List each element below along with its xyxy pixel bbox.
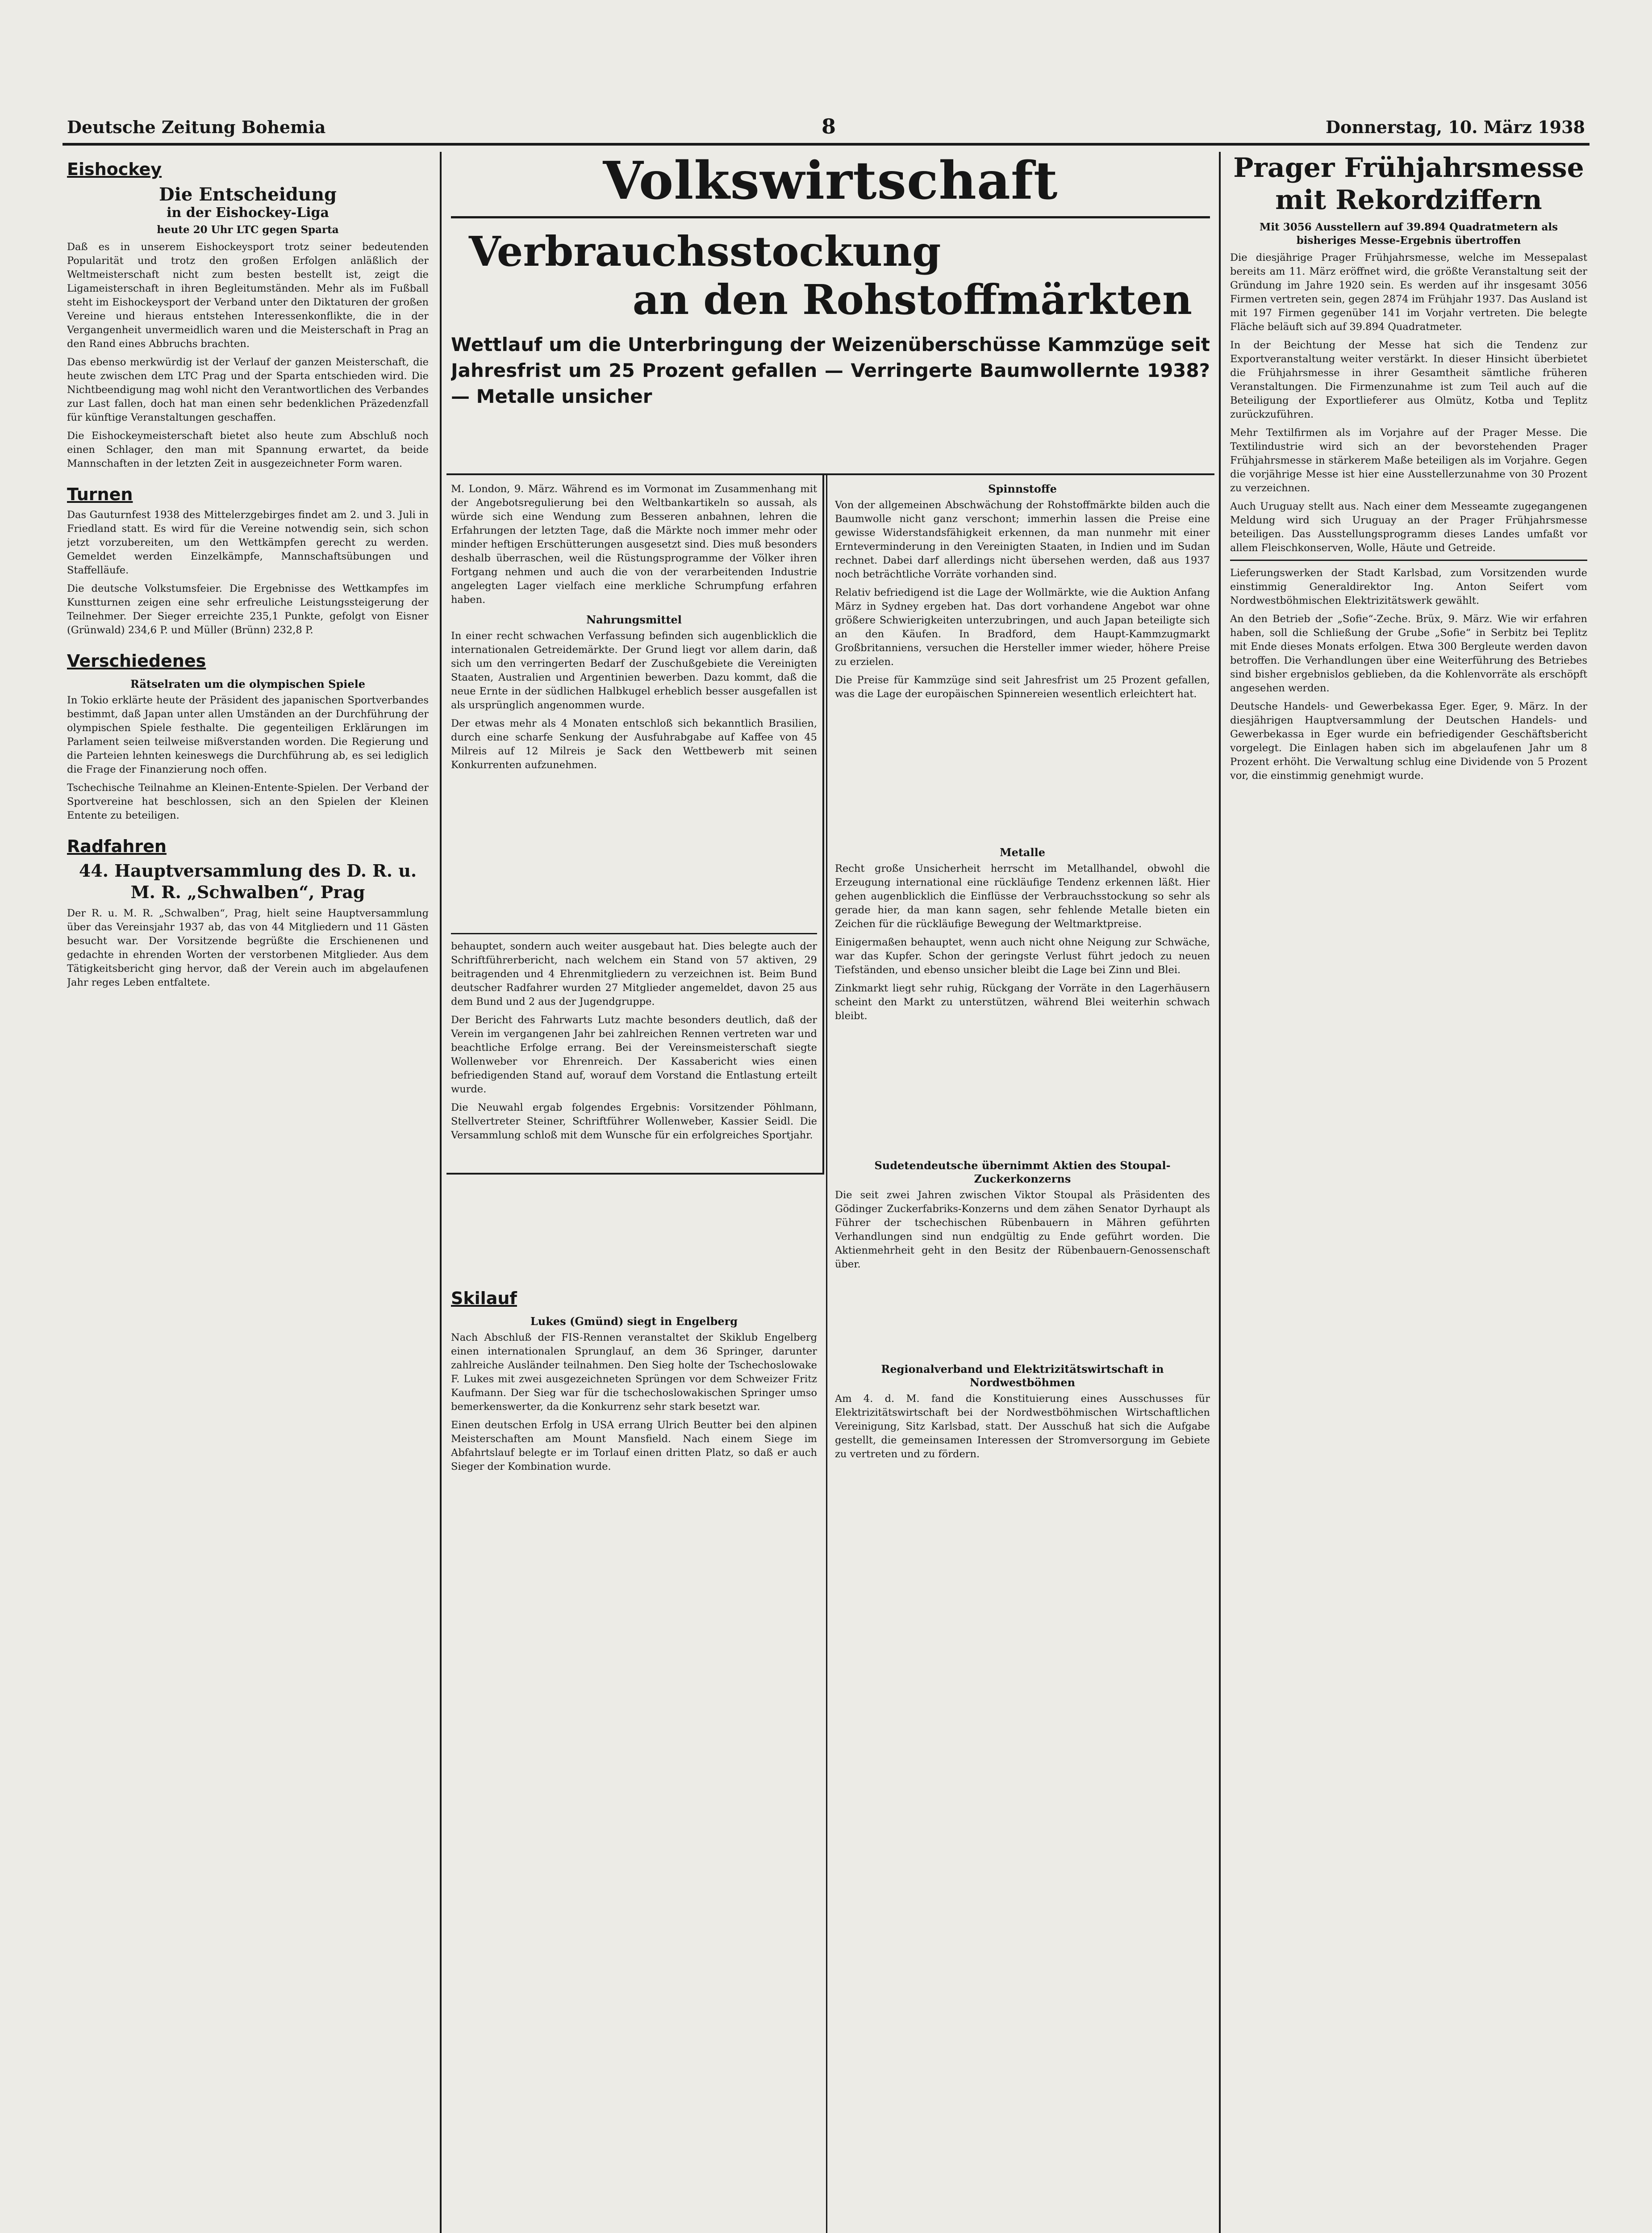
turnen-paragraph-2: Die deutsche Volkstumsfeier. Die Ergebnisse des Wettkampfes im Kunstturnen zeigen eine sehr erfreuliche Leistungssteigerung der Teilnehmer. Der Sieger erreichte 235,1 Punkte, gefolgt von Eisner (Grünwald) 234,6 P. und Müller (Brünn) 232,8 P. xyxy=(67,583,429,636)
radfahren-continuation-2: Der Bericht des Fahrwarts Lutz machte besonders deutlich, daß der Verein im vergangenen Jahr bei zahlreichen Rennen vertreten war und beachtliche Erfolge errang. Bei der Vereinsmeisterschaft siegte Wollenweber vor Ehrenreich. Der Kassabericht wies einen befriedigenden Stand auf, worauf dem Vorstand die Entlastung erteilt wurde. xyxy=(451,1014,817,1095)
eishockey-dateline: heute 20 Uhr LTC gegen Sparta xyxy=(157,224,339,236)
eishockey-subtitle: in der Eishockey-Liga xyxy=(167,205,329,221)
left-column xyxy=(67,152,429,2233)
box-bottom-rule xyxy=(451,933,817,934)
radfahren-title: 44. Hauptversammlung des D. R. u. M. R. „Schwalben“, Prag xyxy=(79,861,417,902)
radfahren-paragraph-1: Der R. u. M. R. „Schwalben“, Prag, hielt seine Hauptversammlung über das Vereinsjahr 1937 ab, das von 44 Mitgliedern und 11 Gästen besucht war. Der Vorsitzende begrüßte die Erschienenen und gedachte in ehrenden Worten der verstorbenen Mitglieder. Aus dem Tätigkeitsbericht ging hervor, daß der Verein auch im abgelaufenen Jahr reges Leben entfaltete. xyxy=(67,907,429,988)
center-left-column xyxy=(451,482,817,2233)
header-paper-name: Deutsche Zeitung Bohemia xyxy=(67,117,326,137)
section-skilauf: Skilauf xyxy=(451,1288,517,1308)
spinnstoffe-paragraph-1: Von der allgemeinen Abschwächung der Rohstoffmärkte bilden auch die Baumwolle nicht ganz verschont; immerhin lassen die Preise eine gewisse Widerstandsfähigkeit erkennen, da man nunmehr mit einer Ernteverminderung in den Vereinigten Staaten, in Indien und im Sudan rechnet. Dabei darf allerdings nicht übersehen werden, daß aus 1937 noch beträchtliche Vorräte vorhanden sind. xyxy=(835,499,1210,580)
messe-headline: Prager Frühjahrsmesse mit Rekordziffern xyxy=(1233,152,1584,216)
verschiedenes-title: Rätselraten um die olympischen Spiele xyxy=(130,677,365,690)
metalle-paragraph-2: Einigermaßen behauptet, wenn auch nicht ohne Neigung zur Schwäche, war das Kupfer. Schon der geringste Verlust führt jedoch zu neuen Tiefständen, und ebenso unsicher bleibt die Lage bei Zinn und Blei. xyxy=(835,937,1210,976)
metalle-paragraph-1: Recht große Unsicherheit herrscht im Metallhandel, obwohl die Erzeugung international eine rückläufige Tendenz erkennen läßt. Hier gehen augenblicklich die Einflüsse der Verbrauchsstockung so sehr als gerade hier, da man kann sagen, sehr fehlende Metalle bieten ein Zeichen für die rückläufige Bewegung der Weltmarktpreise. xyxy=(835,863,1210,930)
running-header xyxy=(67,114,1585,144)
column-divider-1 xyxy=(440,152,442,2233)
header-rule xyxy=(63,143,1589,146)
radfahren-continuation-3: Die Neuwahl ergab folgendes Ergebnis: Vorsitzender Pöhlmann, Stellvertreter Steiner, Schriftführer Wollenweber, Kassier Seidl. Die Versammlung schloß mit dem Wunsche für ein erfolgreiches Sportjahr. xyxy=(451,1102,817,1141)
spinnstoffe-subhead: Spinnstoffe xyxy=(988,482,1057,495)
verschiedenes-paragraph-1: In Tokio erklärte heute der Präsident des japanischen Sportverbandes bestimmt, daß Japan unter allen Umständen an der Durchführung der olympischen Spiele festhalte. Die gegenteiligen Erklärungen im Parlament seien teilweise mißverstanden worden. Die Regierung und die Parteien lehnten keineswegs die Durchführung ab, es sei lediglich die Frage der Finanzierung noch offen. xyxy=(67,694,429,775)
metalle-paragraph-3: Zinkmarkt liegt sehr ruhig, Rückgang der Vorräte in den Lagerhäusern scheint den Markt zu unterstützen, während Blei weiterhin schwach bleibt. xyxy=(835,983,1210,1022)
regionalverband-subhead: Regionalverband und Elektrizitätswirtschaft in Nordwestböhmen xyxy=(881,1363,1164,1389)
right-column xyxy=(1230,152,1587,2233)
section-eishockey: Eishockey xyxy=(67,159,162,179)
verschiedenes-paragraph-2: Tschechische Teilnahme an Kleinen-Entente-Spielen. Der Verband der Sportvereine hat beschlossen, sich an den Spielen der Kleinen Entente zu beteiligen. xyxy=(67,782,429,821)
article-paragraph-3: Der etwas mehr als 4 Monaten entschloß sich bekanntlich Brasilien, durch eine scharfe Senkung der Ausfuhrabgabe auf Kaffee von 45 Milreis auf 12 Milreis je Sack den Wettbewerb mit seinen Konkurrenten aufzunehmen. xyxy=(451,718,817,771)
radfahren-continuation-1: behauptet, sondern auch weiter ausgebaut hat. Dies belegte auch der Schriftführerbericht, nach welchem ein Stand von 57 aktiven, 29 beitragenden und 4 Ehrenmitgliedern zu verzeichnen ist. Beim Bund deutscher Radfahrer wurden 27 Mitglieder angemeldet, davon 25 aus dem Bund und 2 aus der Jugendgruppe. xyxy=(451,941,817,1008)
eishockey-paragraph-1: Daß es in unserem Eishockeysport trotz seiner bedeutenden Popularität und trotz den großen Erfolgen anläßlich der Weltmeisterschaft nicht zum besten bestellt ist, zeigt die Ligameisterschaft in ihren Begleitumständen. Mehr als im Fußball steht im Eishockeysport der Verband unter den Diktaturen der großen Vereine und hieraus entstehen Interessenkonflikte, die in der Vergangenheit unvermeidlich waren und die Meisterschaft in Prag an den Rand eines Abbruchs brachten. xyxy=(67,241,429,350)
skilauf-paragraph-1: Nach Abschluß der FIS-Rennen veranstaltet der Skiklub Engelberg einen internationalen Sprunglauf, an dem 36 Springer, darunter zahlreiche Ausländer teilnahmen. Den Sieg holte der Tschechoslowake F. Lukes mit zwei ausgezeichneten Sprüngen vor dem Schweizer Fritz Kaufmann. Der Sieg war für die tschechoslowakischen Springer umso bemerkenswerter, da die Konkurrenz sehr stark besetzt war. xyxy=(451,1332,817,1413)
headline-line-2: an den Rohstoffmärkten xyxy=(632,276,1192,324)
messe-paragraph-4: Auch Uruguay stellt aus. Nach einer dem Messeamte zugegangenen Meldung wird sich Uruguay an der Prager Frühjahrsmesse beteiligen. Das Ausstellungsprogramm dieses Landes umfaßt vor allem Fleischkonserven, Wolle, Häute und Getreide. xyxy=(1230,501,1587,554)
turnen-paragraph-1: Das Gauturnfest 1938 des Mittelerzgebirges findet am 2. und 3. Juli in Friedland statt. Es wird für die Vereine notwendig sein, sich schon jetzt vorzubereiten, um den Wettkämpfen gerecht zu werden. Gemeldet werden Einzelkämpfe, Mannschaftsübungen und Staffelläufe. xyxy=(67,509,429,576)
spinnstoffe-paragraph-2: Relativ befriedigend ist die Lage der Wollmärkte, wie die Auktion Anfang März in Sydney ergeben hat. Das dort vorhandene Angebot war ohne größere Schwierigkeiten unterzubringen, und auch Japan beteiligte sich an den Käufen. In Bradford, dem Haupt-Kammzugmarkt Großbritanniens, versuchen die Hersteller immer wieder, höhere Preise zu erzielen. xyxy=(835,587,1210,668)
column-divider-3 xyxy=(1219,152,1221,2233)
center-headline-block xyxy=(451,152,1210,473)
center-right-column xyxy=(835,482,1210,2233)
zucker-subhead: Sudetendeutsche übernimmt Aktien des Stoupal-Zuckerkonzerns xyxy=(874,1159,1171,1185)
article-paragraph-1: M. London, 9. März. Während es im Vormonat im Zusammenhang mit der Angebotsregulierung bei den Weltbankartikeln so aussah, als würde sich eine Wendung zum Besseren anbahnen, lehren die Erfahrungen der letzten Tage, daß die Märkte noch immer mehr oder minder heftigen Erschütterungen ausgesetzt sind. Dies muß besonders deshalb überraschen, weil die Rüstungsprogramme der Völker ihren Fortgang nehmen und auch die von der verarbeitenden Industrie angelegten Lager vielfach eine merkliche Schrumpfung erfahren haben. xyxy=(451,483,817,606)
article-paragraph-2: In einer recht schwachen Verfassung befinden sich augenblicklich die internationalen Getreidemärkte. Der Grund liegt vor allem darin, daß sich um den verringerten Bedarf der Zuschußgebiete die Vereinigten Staaten, Australien und Argentinien bewerben. Dazu kommt, daß die neue Ernte in der südlichen Halbkugel erheblich besser ausgefallen ist als ursprünglich angenommen wurde. xyxy=(451,630,817,711)
headline-deck: Wettlauf um die Unterbringung der Weizenüberschüsse Kammzüge seit Jahresfrist um 25 Prozent gefallen — Verringerte Baumwollernte 1938? — Metalle unsicher xyxy=(451,334,1210,407)
messe-paragraph-2: In der Beichtung der Messe hat sich die Tendenz zur Exportveranstaltung weiter verstärkt. In dieser Hinsicht überbietet die Frühjahrsmesse in ihrer Gesamtheit sämtliche früheren Veranstaltungen. Die Firmenzunahme ist zum Teil auch auf die Beteiligung der Exportlieferer aus Olmütz, Kotba und Teplitz zurückzuführen. xyxy=(1230,339,1587,420)
right-column-rule xyxy=(1230,560,1587,561)
section-radfahren: Radfahren xyxy=(67,836,167,856)
eishockey-paragraph-3: Die Eishockeymeisterschaft bietet also heute zum Abschluß noch einen Schlager, den man mit Spannung erwartet, da beide Mannschaften in der letzten Zeit in ausgezeichneter Form waren. xyxy=(67,430,429,469)
header-date: Donnerstag, 10. März 1938 xyxy=(1326,117,1585,137)
headline-line-1: Verbrauchsstockung xyxy=(469,227,941,276)
nahrungsmittel-subhead: Nahrungsmittel xyxy=(586,613,682,626)
spinnstoffe-paragraph-3: Die Preise für Kammzüge sind seit Jahresfrist um 25 Prozent gefallen, was die Lage der europäischen Spinnereien wesentlich erleichtert hat. xyxy=(835,674,1210,700)
section-masthead: Volkswirtschaft xyxy=(451,152,1210,218)
skilauf-title: Lukes (Gmünd) siegt in Engelberg xyxy=(530,1315,738,1328)
karlsbad-paragraph: Lieferungswerken der Stadt Karlsbad, zum Vorsitzenden wurde einstimmig Generaldirektor Ing. Anton Seifert vom Nordwestböhmischen Elektrizitätswerk gewählt. xyxy=(1230,567,1587,606)
header-page-number: 8 xyxy=(822,114,836,138)
eishockey-paragraph-2: Das ebenso merkwürdig ist der Verlauf der ganzen Meisterschaft, die heute zwischen dem LTC Prag und der Sparta entschieden wird. Die Nichtbeendigung mag wohl nicht den Verantwortlichen des Verbandes zur Last fallen, doch hat man einen sehr bedenklichen Präzedenzfall für künftige Veranstaltungen geschaffen. xyxy=(67,356,429,423)
skilauf-paragraph-2: Einen deutschen Erfolg in USA errang Ulrich Beutter bei den alpinen Meisterschaften am Mount Mansfield. Nach einem Siege im Abfahrtslauf belegte er im Torlauf einen dritten Platz, so daß er auch Sieger der Kombination wurde. xyxy=(451,1419,817,1472)
gewerbekassa-paragraph: Deutsche Handels- und Gewerbekassa Eger. Eger, 9. März. In der diesjährigen Hauptversammlung der Deutschen Handels- und Gewerbekassa in Eger wurde ein befriedigender Geschäftsbericht vorgelegt. Die Einlagen haben sich im abgelaufenen Jahr um 8 Prozent erhöht. Die Verwaltung schlug eine Dividende von 5 Prozent vor, die einstimmig genehmigt wurde. xyxy=(1230,701,1587,782)
regionalverband-paragraph-1: Am 4. d. M. fand die Konstituierung eines Ausschusses für Elektrizitätswirtschaft bei der Nordwestböhmischen Wirtschaftlichen Vereinigung, Sitz Karlsbad, statt. Der Ausschuß hat sich die Aufgabe gestellt, die gemeinsamen Interessen der Stromversorgung im Gebiete zu vertreten und zu fördern. xyxy=(835,1393,1210,1460)
sofie-zeche-paragraph: An den Betrieb der „Sofie“-Zeche. Brüx, 9. März. Wie wir erfahren haben, soll die Schließung der Grube „Sofie“ in Serbitz bei Teplitz mit Ende dieses Monats erfolgen. Etwa 300 Bergleute werden davon betroffen. Die Verhandlungen über eine Weiterführung des Betriebes sind bisher ergebnislos geblieben, da die Kohlenvorräte als erschöpft angesehen werden. xyxy=(1230,613,1587,694)
messe-paragraph-3: Mehr Textilfirmen als im Vorjahre auf der Prager Messe. Die Textilindustrie wird sich an der bevorstehenden Prager Frühjahrsmesse in stärkerem Maße beteiligen als im Vorjahre. Gegen die vorjährige Messe ist hier eine Ausstellerzunahme von 30 Prozent zu verzeichnen. xyxy=(1230,427,1587,494)
eishockey-title: Die Entscheidung xyxy=(159,184,337,205)
messe-paragraph-1: Die diesjährige Prager Frühjahrsmesse, welche im Messepalast bereits am 11. März eröffnet wird, die größte Veranstaltung seit der Gründung im Jahre 1920 sein. Es werden auf ihr insgesamt 3056 Firmen vertreten sein, gegen 2874 im Frühjahr 1937. Das Ausland ist mit 197 Firmen gegenüber 141 im Vorjahr vertreten. Die belegte Fläche beläuft sich auf 39.894 Quadratmeter. xyxy=(1230,252,1587,333)
metalle-subhead: Metalle xyxy=(1000,846,1045,859)
messe-subheadline: Mit 3056 Ausstellern auf 39.894 Quadratmetern als bisheriges Messe-Ergebnis übertroffen xyxy=(1259,221,1558,247)
section-turnen: Turnen xyxy=(67,485,133,504)
section-verschiedenes: Verschiedenes xyxy=(67,651,206,671)
zucker-paragraph-1: Die seit zwei Jahren zwischen Viktor Stoupal als Präsidenten des Gödinger Zuckerfabriks-Konzerns und dem zähen Senator Dyrhaupt als Führer der tschechischen Rübenbauern in Mähren geführten Verhandlungen sind nun endgültig zu Ende geführt worden. Die Aktienmehrheit geht in den Besitz der Rübenbauern-Genossenschaft über. xyxy=(835,1189,1210,1270)
column-divider-2 xyxy=(826,473,827,2233)
